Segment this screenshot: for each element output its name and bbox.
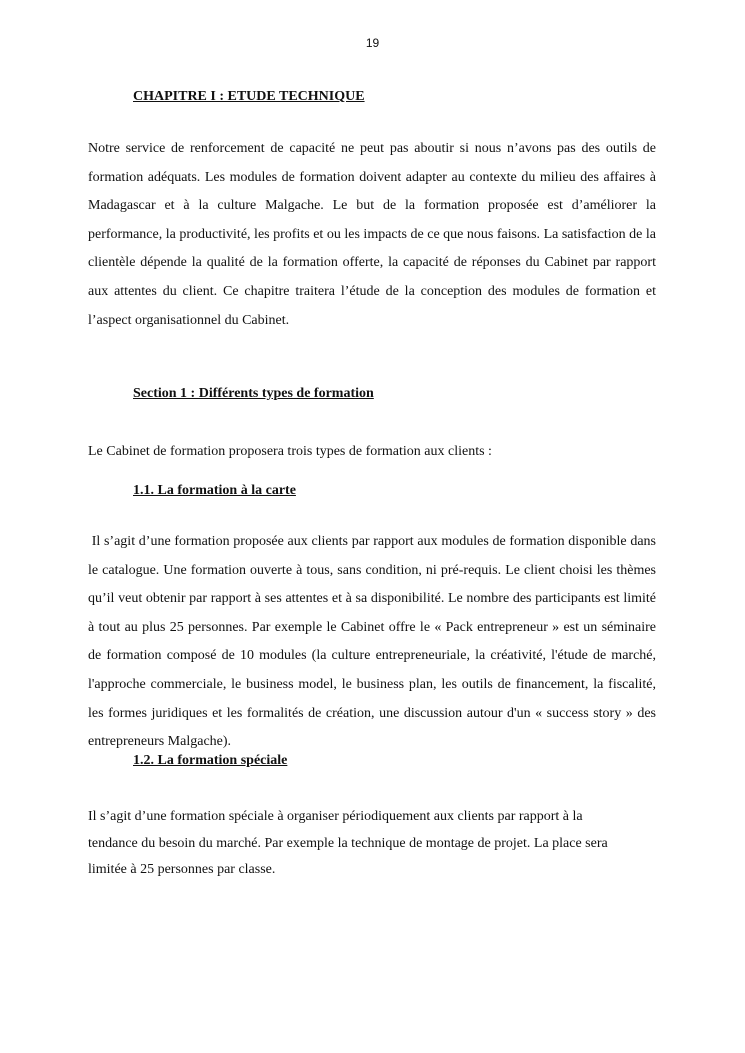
subsection-1-2-title: 1.2. La formation spéciale: [133, 753, 288, 768]
section-1-title: Section 1 : Différents types de formation: [133, 386, 374, 401]
subsection-1-1-title: 1.1. La formation à la carte: [133, 483, 296, 498]
chapter-title: CHAPITRE I : ETUDE TECHNIQUE: [133, 89, 365, 104]
subsection-1-2-line-1: Il s’agit d’une formation spéciale à organiser périodiquement aux clients par rapport à la: [88, 809, 583, 824]
page-number: 19: [365, 36, 380, 50]
section-1-intro: Le Cabinet de formation proposera trois types de formation aux clients :: [88, 444, 492, 459]
subsection-1-2-line-2: tendance du besoin du marché. Par exemple la technique de montage de projet. La place sera: [88, 836, 608, 851]
chapter-intro-paragraph: Notre service de renforcement de capacité ne peut pas aboutir si nous n’avons pas des outils de formation adéquats. Les modules de formation doivent adapter au contexte du milieu des affaires à Madagascar et à la culture Malgache. Le but de la formation proposée est d’améliorer la performance, la productivité, les profits et ou les impacts de ce que nous faisons. La satisfaction de la clientèle dépende la qualité de la formation offerte, la capacité de réponses du Cabinet par rapport aux attentes du client. Ce chapitre traitera l’étude de la conception des modules de formation et l’aspect organisationnel du Cabinet.: [88, 141, 656, 328]
subsection-1-2-line-3: limitée à 25 personnes par classe.: [88, 862, 276, 877]
subsection-1-1-paragraph: Il s’agit d’une formation proposée aux clients par rapport aux modules de formation disponible dans le catalogue. Une formation ouverte à tous, sans condition, ni pré-requis. Le client choisi les thèmes qu’il veut obtenir par rapport à ses attentes et à sa disponibilité. Le nombre des participants est limité à tout au plus 25 personnes. Par exemple le Cabinet offre le « Pack entrepreneur » est un séminaire de formation composé de 10 modules (la culture entrepreneuriale, la créativité, l'étude de marché, l'approche commerciale, le business model, le business plan, les outils de financement, la fiscalité, les formes juridiques et les formalités de création, une discussion autour d'un « success story » des entrepreneurs Malgache).: [88, 534, 660, 750]
